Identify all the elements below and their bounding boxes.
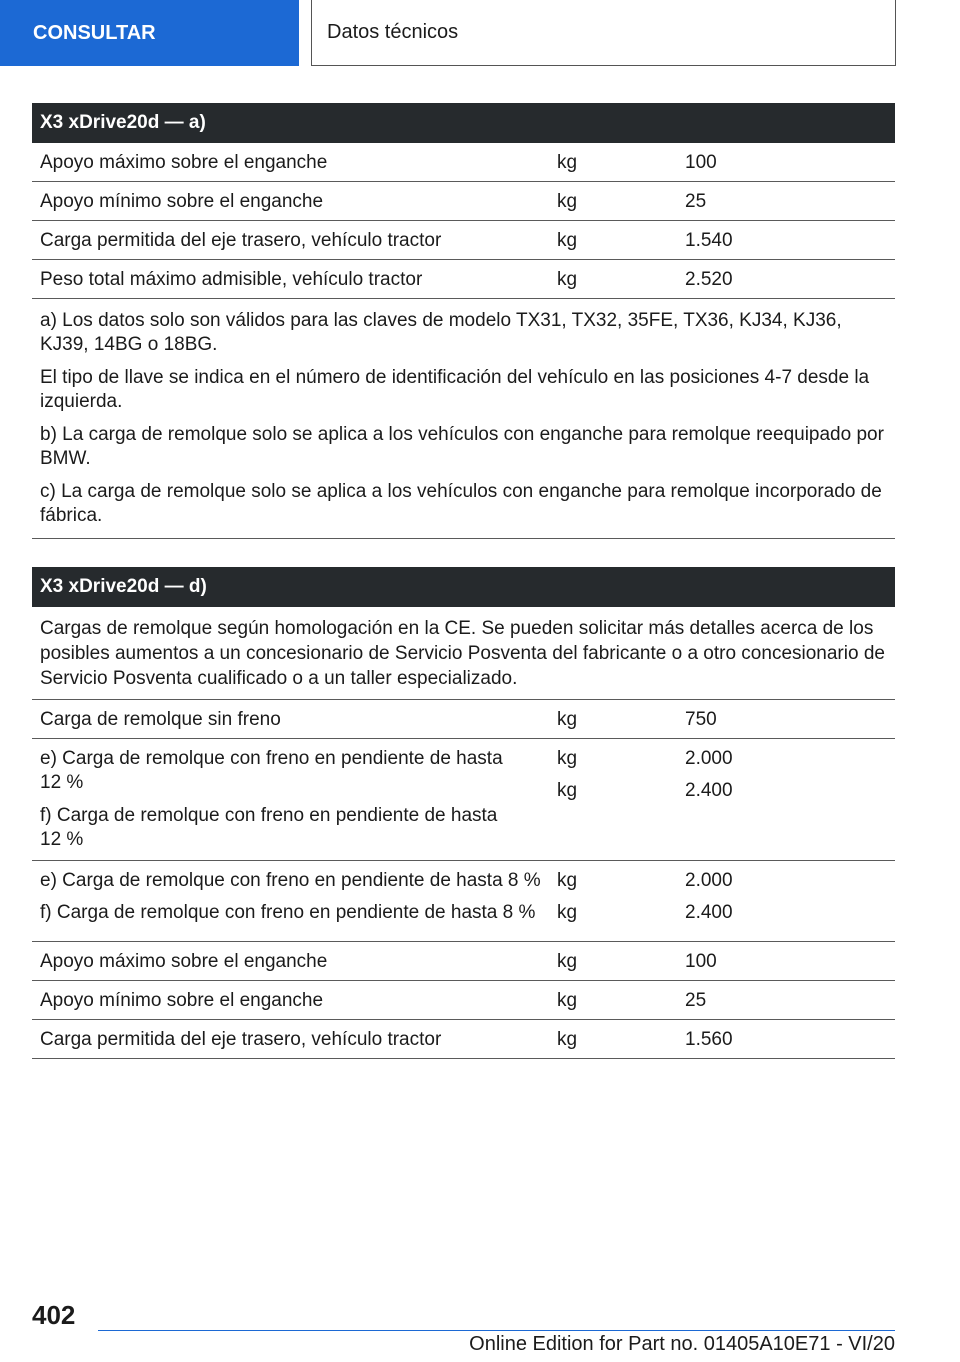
- footnote: El tipo de llave se indica en el número de identificación del vehículo en las posiciones 4-7 desde la izquierda.: [40, 367, 870, 412]
- edition-footer: Online Edition for Part no. 01405A10E71 - VI/20: [469, 1333, 895, 1355]
- row-unit: kg: [557, 780, 578, 801]
- row-unit: kg: [557, 870, 578, 891]
- row-unit: kg: [557, 902, 578, 923]
- table-row: [32, 981, 895, 1020]
- table-row: [32, 942, 895, 981]
- footnotes: [32, 299, 895, 539]
- footnote: c) La carga de remolque solo se aplica a los vehículos con enganche para remolque incorporado de fábrica.: [40, 481, 882, 526]
- footnote: a) Los datos solo son válidos para las claves de modelo TX31, TX32, 35FE, TX36, KJ34, KJ36, KJ39, 14BG o 18BG.: [40, 310, 842, 355]
- row-unit: kg: [557, 151, 578, 173]
- header-section-title: [311, 0, 896, 66]
- table-heading: X3 xDrive20d — a): [32, 103, 895, 143]
- table-row: [32, 861, 895, 942]
- row-value: 2.000: [685, 870, 733, 891]
- footnote: b) La carga de remolque solo se aplica a los vehículos con enganche para remolque reequipado por BMW.: [40, 424, 884, 469]
- table-row: [32, 700, 895, 739]
- table-row: [32, 260, 895, 299]
- table-row: [32, 1020, 895, 1059]
- spec-table-a: [32, 103, 895, 539]
- row-value: 100: [685, 151, 717, 173]
- row-unit: kg: [557, 748, 578, 769]
- row-value: 25: [685, 989, 707, 1011]
- row-value: 2.400: [685, 780, 733, 801]
- row-label: Apoyo máximo sobre el enganche: [40, 151, 328, 173]
- row-labels: [32, 869, 550, 933]
- row-label: f) Carga de remolque con freno en pendiente de hasta 12 %: [40, 805, 498, 850]
- row-unit: kg: [557, 190, 578, 212]
- row-values: [679, 869, 895, 933]
- footer-divider: [98, 1330, 895, 1331]
- row-label: Carga permitida del eje trasero, vehículo tractor: [40, 1028, 442, 1050]
- table-heading: X3 xDrive20d — d): [32, 567, 895, 607]
- row-label: Peso total máximo admisible, vehículo tractor: [40, 268, 423, 290]
- table-row: [32, 182, 895, 221]
- row-units: [550, 747, 679, 852]
- table-row: [32, 739, 895, 861]
- row-label: e) Carga de remolque con freno en pendiente de hasta 12 %: [40, 748, 503, 793]
- row-label: f) Carga de remolque con freno en pendiente de hasta 8 %: [40, 902, 536, 923]
- page-number: 402: [32, 1300, 76, 1330]
- row-label: Carga permitida del eje trasero, vehículo tractor: [40, 229, 442, 251]
- row-label: Apoyo mínimo sobre el enganche: [40, 989, 324, 1011]
- table-intro: Cargas de remolque según homologación en la CE. Se pueden solicitar más detalles acerca de los posibles aumentos a un concesionario de Servicio Posventa del fabricante o a otro concesionario de Servicio Posventa cualificado o a un taller especializado.: [32, 607, 895, 700]
- spec-table-d: [32, 567, 895, 1059]
- header-tab-label: CONSULTAR: [33, 21, 156, 44]
- row-unit: kg: [557, 268, 578, 290]
- row-value: 750: [685, 708, 717, 730]
- section-title-text: Datos técnicos: [327, 21, 459, 43]
- row-unit: kg: [557, 989, 578, 1011]
- row-value: 100: [685, 950, 717, 972]
- row-value: 2.400: [685, 902, 733, 923]
- row-value: 2.000: [685, 748, 733, 769]
- row-values: [679, 747, 895, 852]
- row-value: 1.540: [685, 229, 733, 251]
- row-labels: [32, 747, 550, 852]
- row-label: Apoyo máximo sobre el enganche: [40, 950, 328, 972]
- row-label: Carga de remolque sin freno: [40, 708, 281, 730]
- row-unit: kg: [557, 950, 578, 972]
- table-row: [32, 143, 895, 182]
- row-value: 2.520: [685, 268, 733, 290]
- row-value: 25: [685, 190, 707, 212]
- row-unit: kg: [557, 229, 578, 251]
- row-value: 1.560: [685, 1028, 733, 1050]
- row-unit: kg: [557, 708, 578, 730]
- header-tab-consultar[interactable]: [0, 0, 299, 66]
- row-unit: kg: [557, 1028, 578, 1050]
- table-row: [32, 221, 895, 260]
- row-label: Apoyo mínimo sobre el enganche: [40, 190, 324, 212]
- row-label: e) Carga de remolque con freno en pendiente de hasta 8 %: [40, 870, 541, 891]
- row-units: [550, 869, 679, 933]
